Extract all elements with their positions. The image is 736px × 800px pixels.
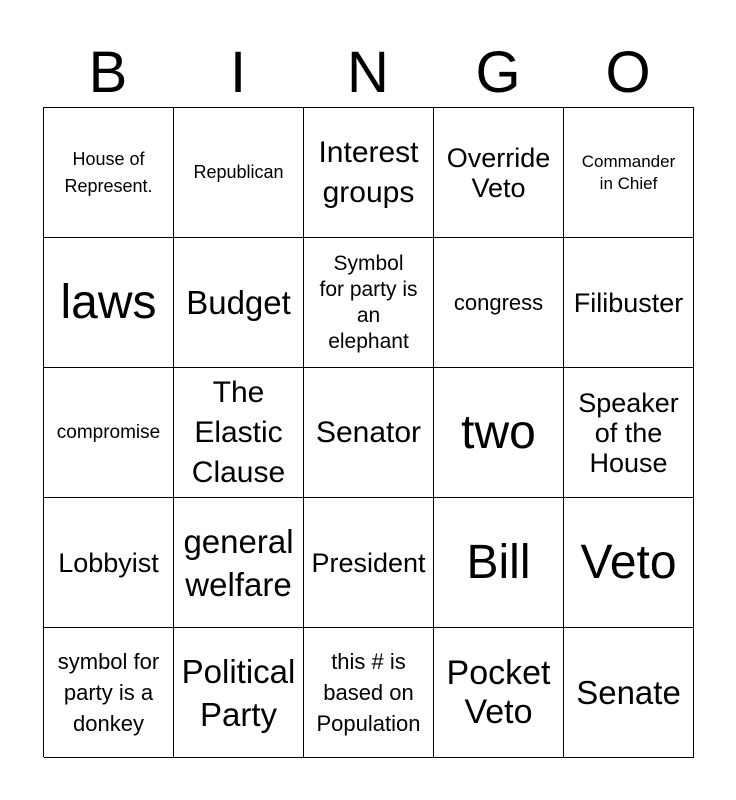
cell-text: The Elastic Clause (191, 375, 286, 489)
bingo-cell[interactable] (564, 108, 694, 238)
bingo-cell[interactable] (174, 368, 304, 498)
bingo-cell[interactable] (434, 238, 564, 368)
cell-text: House of Represent. (64, 148, 153, 196)
header-letter-g: G (475, 40, 521, 105)
bingo-cell[interactable] (434, 628, 564, 758)
bingo-cell[interactable] (304, 368, 434, 498)
cell-text: Symbol for party is an elephant (319, 251, 418, 353)
bingo-cell[interactable] (304, 498, 434, 628)
cell-text: symbol for party is a donkey (57, 649, 160, 736)
bingo-cell[interactable] (304, 628, 434, 758)
cell-text: Filibuster (573, 287, 684, 318)
bingo-cell[interactable] (174, 108, 304, 238)
cell-text: Lobbyist (58, 547, 159, 578)
cell-text: Political Party (181, 652, 296, 733)
bingo-cell[interactable] (564, 628, 694, 758)
cell-text: Budget (186, 284, 291, 321)
bingo-cell[interactable] (304, 108, 434, 238)
bingo-cell[interactable] (174, 238, 304, 368)
cell-text: Veto (580, 535, 677, 589)
bingo-cell[interactable] (174, 628, 304, 758)
header-letter-b: B (88, 40, 128, 105)
bingo-cell[interactable] (44, 628, 174, 758)
cell-text: congress (453, 290, 544, 315)
bingo-grid (43, 107, 694, 757)
cell-text: Override Veto (446, 142, 551, 203)
cell-text: this # is based on Population (316, 649, 421, 736)
header-letter-i: I (229, 40, 247, 105)
bingo-cell[interactable] (44, 368, 174, 498)
bingo-cell[interactable] (564, 238, 694, 368)
cell-text: Speaker of the House (578, 387, 679, 478)
header-letter-o: O (605, 40, 651, 105)
cell-text: Bill (466, 535, 531, 589)
cell-text: Senate (576, 674, 681, 711)
bingo-cell[interactable] (434, 498, 564, 628)
cell-text: Pocket Veto (446, 653, 551, 731)
cell-text: general welfare (183, 522, 294, 603)
bingo-cell[interactable] (44, 498, 174, 628)
bingo-cell[interactable] (44, 108, 174, 238)
cell-text: President (311, 547, 426, 578)
bingo-cell[interactable] (44, 238, 174, 368)
bingo-cell[interactable] (174, 498, 304, 628)
bingo-cell[interactable] (564, 498, 694, 628)
cell-text: two (461, 405, 536, 459)
bingo-cell[interactable] (564, 368, 694, 498)
bingo-cell[interactable] (304, 238, 434, 368)
bingo-cell[interactable] (434, 368, 564, 498)
bingo-cell[interactable] (434, 108, 564, 238)
cell-text: Interest groups (318, 135, 419, 209)
cell-text: compromise (56, 422, 161, 443)
cell-text: Commander in Chief (581, 151, 676, 193)
cell-text: Republican (193, 162, 284, 182)
bingo-header (43, 40, 693, 106)
header-letter-n: N (347, 40, 389, 105)
cell-text: Senator (315, 415, 422, 449)
cell-text: laws (60, 275, 157, 329)
